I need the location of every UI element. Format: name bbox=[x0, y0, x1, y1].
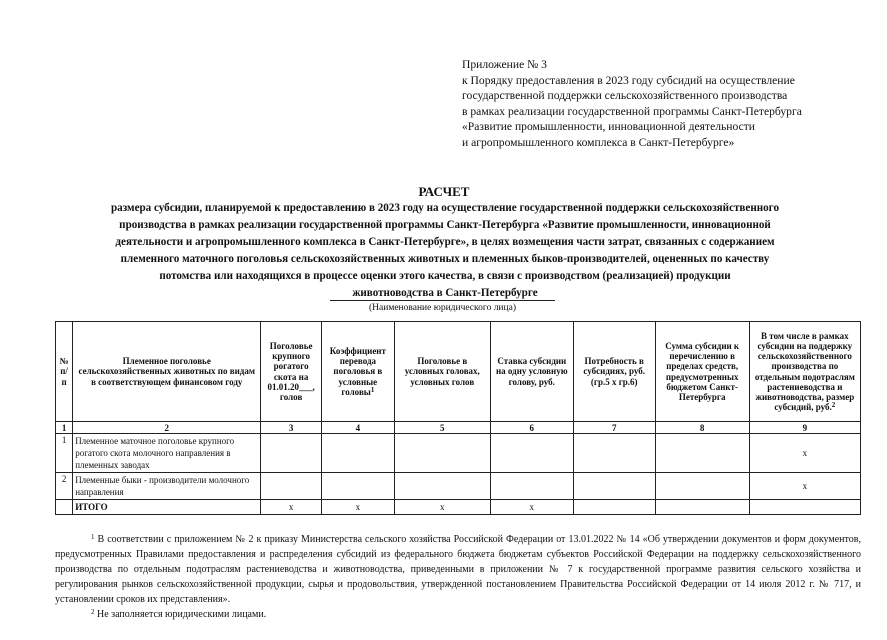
column-number-row bbox=[56, 422, 861, 434]
total-subsidy-amount[interactable] bbox=[655, 500, 749, 515]
header-subsidy-amount: Сумма субсидии к перечислению в пределах средств, предусмотренных бюджетом Санкт-Петербурга bbox=[655, 322, 749, 422]
header-number: № п/п bbox=[56, 322, 73, 422]
cell-subsidy-amount[interactable] bbox=[655, 434, 749, 473]
header-conversion-coefficient: Коэффициент перевода поголовья в условные головы$^1$ bbox=[321, 322, 394, 422]
subsidy-calculation-table bbox=[55, 321, 861, 515]
total-subsidy-need[interactable] bbox=[573, 500, 655, 515]
appendix-line: к Порядку предоставления в 2023 году субсидий на осуществление bbox=[462, 73, 795, 87]
header-subsidy-need: Потребность в субсидиях, руб. (гр.5 х гр.6) bbox=[573, 322, 655, 422]
appendix-line: государственной поддержки сельскохозяйственного производства bbox=[462, 89, 788, 103]
footnote: $^2$ Не заполняется юридическими лицами. bbox=[91, 608, 267, 620]
column-number: 4 bbox=[321, 422, 394, 434]
document-subtitle bbox=[50, 200, 840, 302]
table-row bbox=[56, 434, 861, 473]
total-cattle-count: х bbox=[261, 500, 322, 515]
subtitle-line: размера субсидии, планируемой к предоставлению в 2023 году на осуществление государственной поддержки сельскохозяйственного bbox=[111, 202, 779, 214]
total-number-cell bbox=[56, 500, 73, 515]
appendix-line: Приложение № 3 bbox=[462, 58, 547, 71]
column-number: 9 bbox=[749, 422, 860, 434]
subtitle-line: племенного маточного поголовья сельскохозяйственных животных и племенных быков-производителей, оцененных по качеству bbox=[120, 253, 770, 265]
cell-conditional-heads[interactable] bbox=[394, 473, 490, 500]
appendix-line: в рамках реализации государственной программы Санкт-Петербурга bbox=[462, 104, 802, 118]
appendix-line: и агропромышленного комплекса в Санкт-Петербурге» bbox=[462, 135, 735, 149]
column-number: 8 bbox=[655, 422, 749, 434]
document-title: РАСЧЕТ bbox=[418, 184, 470, 199]
row-number: 2 bbox=[56, 473, 73, 500]
cell-conditional-heads[interactable] bbox=[394, 434, 490, 473]
header-conditional-heads: Поголовье в условных головах, условных голов bbox=[394, 322, 490, 422]
table-row bbox=[56, 473, 861, 500]
cell-subsidy-rate[interactable] bbox=[490, 434, 573, 473]
appendix-line: «Развитие промышленности, инновационной деятельности bbox=[462, 120, 755, 134]
cell-cattle-count[interactable] bbox=[261, 434, 322, 473]
cell-subsidy-need[interactable] bbox=[573, 434, 655, 473]
total-label: ИТОГО bbox=[73, 500, 261, 515]
row-number: 1 bbox=[56, 434, 73, 473]
cell-subsidy-portion: х bbox=[749, 434, 860, 473]
row-livestock-type: Племенное маточное поголовье крупного рогатого скота молочного направления в племенных заводах bbox=[73, 434, 261, 473]
column-number: 2 bbox=[73, 422, 261, 434]
cell-subsidy-portion: х bbox=[749, 473, 860, 500]
header-cattle-count: Поголовье крупного рогатого скота на 01.01.20___, голов bbox=[261, 322, 322, 422]
column-number: 3 bbox=[261, 422, 322, 434]
subtitle-line: производства в рамках реализации государственной программы Санкт-Петербурга «Развитие промышленности, инновационной bbox=[119, 219, 771, 231]
footnotes bbox=[55, 532, 861, 622]
legal-entity-name-line[interactable] bbox=[330, 300, 555, 301]
legal-entity-name-caption: (Наименование юридического лица) bbox=[369, 303, 516, 313]
header-subsidy-rate: Ставка субсидии на одну условную голову, руб. bbox=[490, 322, 573, 422]
cell-subsidy-need[interactable] bbox=[573, 473, 655, 500]
total-conversion-coefficient: х bbox=[321, 500, 394, 515]
column-number: 6 bbox=[490, 422, 573, 434]
column-number: 1 bbox=[56, 422, 73, 434]
total-subsidy-rate: х bbox=[490, 500, 573, 515]
header-subsidy-portion: В том числе в рамках субсидии на поддержку сельскохозяйственного производства по отдельным подотраслям растениеводства и животноводства, размер субсидий, руб.$^2$ bbox=[749, 322, 860, 422]
total-conditional-heads: х bbox=[394, 500, 490, 515]
appendix-header bbox=[462, 57, 862, 151]
subtitle-line: животноводства в Санкт-Петербурге bbox=[352, 287, 538, 299]
column-number: 7 bbox=[573, 422, 655, 434]
total-subsidy-portion[interactable] bbox=[749, 500, 860, 515]
total-row bbox=[56, 500, 861, 515]
subtitle-line: потомства или находящихся в процессе оценки этого качества, в связи с производством (реализацией) продукции bbox=[159, 270, 731, 282]
cell-subsidy-amount[interactable] bbox=[655, 473, 749, 500]
column-number: 5 bbox=[394, 422, 490, 434]
cell-cattle-count[interactable] bbox=[261, 473, 322, 500]
subtitle-line: деятельности и агропромышленного комплекса в Санкт-Петербурге», в целях возмещения части затрат, связанных с содержанием bbox=[115, 236, 775, 248]
cell-conversion-coefficient[interactable] bbox=[321, 434, 394, 473]
footnote: $^1$ В соответствии с приложением № 2 к приказу Министерства сельского хозяйства Российской Федерации от 13.01.2022 № 14 «Об утверждении документов и форм документов, предусмотренных Правилами предоставления и распределения субсидий из федерального бюджета бюджетам субъектов Российской Федерации на поддержку сельскохозяйственного производства по отдельным подотраслям растениеводства и животноводства, приведенными в приложении № 7 к государственной программе развития сельского хозяйства и регулирования рынков сельскохозяйственной продукции, сырья и продовольствия, утвержденной постановлением Правительства Российской Федерации от 14 июля 2012 г. № 717, и установлении сроков их представления». bbox=[55, 533, 861, 605]
row-livestock-type: Племенные быки - производители молочного направления bbox=[73, 473, 261, 500]
cell-subsidy-rate[interactable] bbox=[490, 473, 573, 500]
header-livestock-type: Племенное поголовье сельскохозяйственных животных по видам в соответствующем финансовом году bbox=[73, 322, 261, 422]
cell-conversion-coefficient[interactable] bbox=[321, 473, 394, 500]
